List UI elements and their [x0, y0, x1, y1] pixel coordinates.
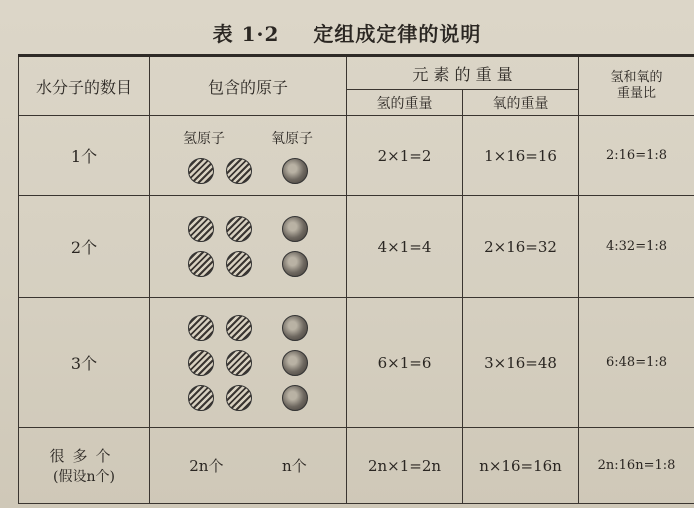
hydrogen-atom-icon	[226, 251, 252, 277]
table-row	[19, 298, 694, 428]
atom-grid	[150, 158, 346, 184]
header-element-weight: 元 素 的 重 量	[347, 56, 579, 90]
table-title: 定组成定律的说明	[313, 22, 482, 46]
table-caption	[0, 18, 694, 47]
header-o-weight: 氧的重量	[463, 90, 579, 116]
oxygen-atom-icon	[282, 216, 308, 242]
ratio-cell: 4:32=1:8	[579, 196, 694, 298]
o-weight-cell: n×16=16n	[463, 428, 579, 504]
table-number: 表 1·2	[212, 22, 280, 46]
hydrogen-atom-icon	[188, 158, 214, 184]
h-weight-cell: 2×1=2	[347, 116, 463, 196]
hydrogen-atom-icon	[188, 251, 214, 277]
table-row	[19, 116, 694, 196]
row-count	[19, 428, 150, 504]
header-ratio-line1: 氢和氧的	[610, 70, 663, 85]
o-weight-cell: 2×16=32	[463, 196, 579, 298]
hydrogen-atom-icon	[226, 350, 252, 376]
h-weight-cell: 4×1=4	[347, 196, 463, 298]
ratio-cell: 6:48=1:8	[579, 298, 694, 428]
ratio-cell: 2n:16n=1:8	[579, 428, 694, 504]
hydrogen-atom-icon	[226, 216, 252, 242]
hydrogen-atom-icon	[188, 385, 214, 411]
h-atom-label: 氢原子	[183, 130, 225, 147]
atoms-cell	[150, 116, 347, 196]
h-weight-cell: 2n×1=2n	[347, 428, 463, 504]
table-row	[19, 196, 694, 298]
hydrogen-atom-icon	[226, 315, 252, 341]
atoms-cell	[150, 428, 347, 504]
atoms-cell	[150, 196, 347, 298]
row-count: 1个	[19, 116, 150, 196]
hydrogen-atom-icon	[188, 350, 214, 376]
atom-column-labels	[150, 128, 346, 148]
header-molecule-count: 水分子的数目	[19, 56, 150, 116]
hydrogen-atom-icon	[188, 216, 214, 242]
h-weight-cell: 6×1=6	[347, 298, 463, 428]
atom-count-pair	[150, 455, 346, 476]
hydrogen-atom-icon	[226, 158, 252, 184]
oxygen-atom-icon	[282, 158, 308, 184]
header-ratio-line2: 重量比	[617, 86, 657, 101]
o-weight-cell: 1×16=16	[463, 116, 579, 196]
oxygen-atom-icon	[282, 315, 308, 341]
many-label: 很多个	[49, 447, 119, 465]
oxygen-atom-icon	[282, 350, 308, 376]
header-ratio	[579, 56, 694, 116]
hydrogen-atom-icon	[226, 385, 252, 411]
o-atom-count: n个	[282, 457, 307, 475]
o-atom-label: 氧原子	[271, 130, 313, 147]
header-atoms-contained: 包含的原子	[150, 56, 347, 116]
ratio-cell: 2:16=1:8	[579, 116, 694, 196]
header-h-weight: 氢的重量	[347, 90, 463, 116]
atoms-cell	[150, 298, 347, 428]
assume-label: (假设n个)	[53, 469, 115, 485]
row-count: 3个	[19, 298, 150, 428]
hydrogen-atom-icon	[188, 315, 214, 341]
atom-grid	[150, 315, 346, 411]
o-weight-cell: 3×16=48	[463, 298, 579, 428]
oxygen-atom-icon	[282, 385, 308, 411]
atom-grid	[150, 216, 346, 277]
row-count: 2个	[19, 196, 150, 298]
table-row	[19, 428, 694, 504]
h-atom-count: 2n个	[189, 457, 224, 475]
oxygen-atom-icon	[282, 251, 308, 277]
weight-ratio-table	[18, 54, 694, 504]
